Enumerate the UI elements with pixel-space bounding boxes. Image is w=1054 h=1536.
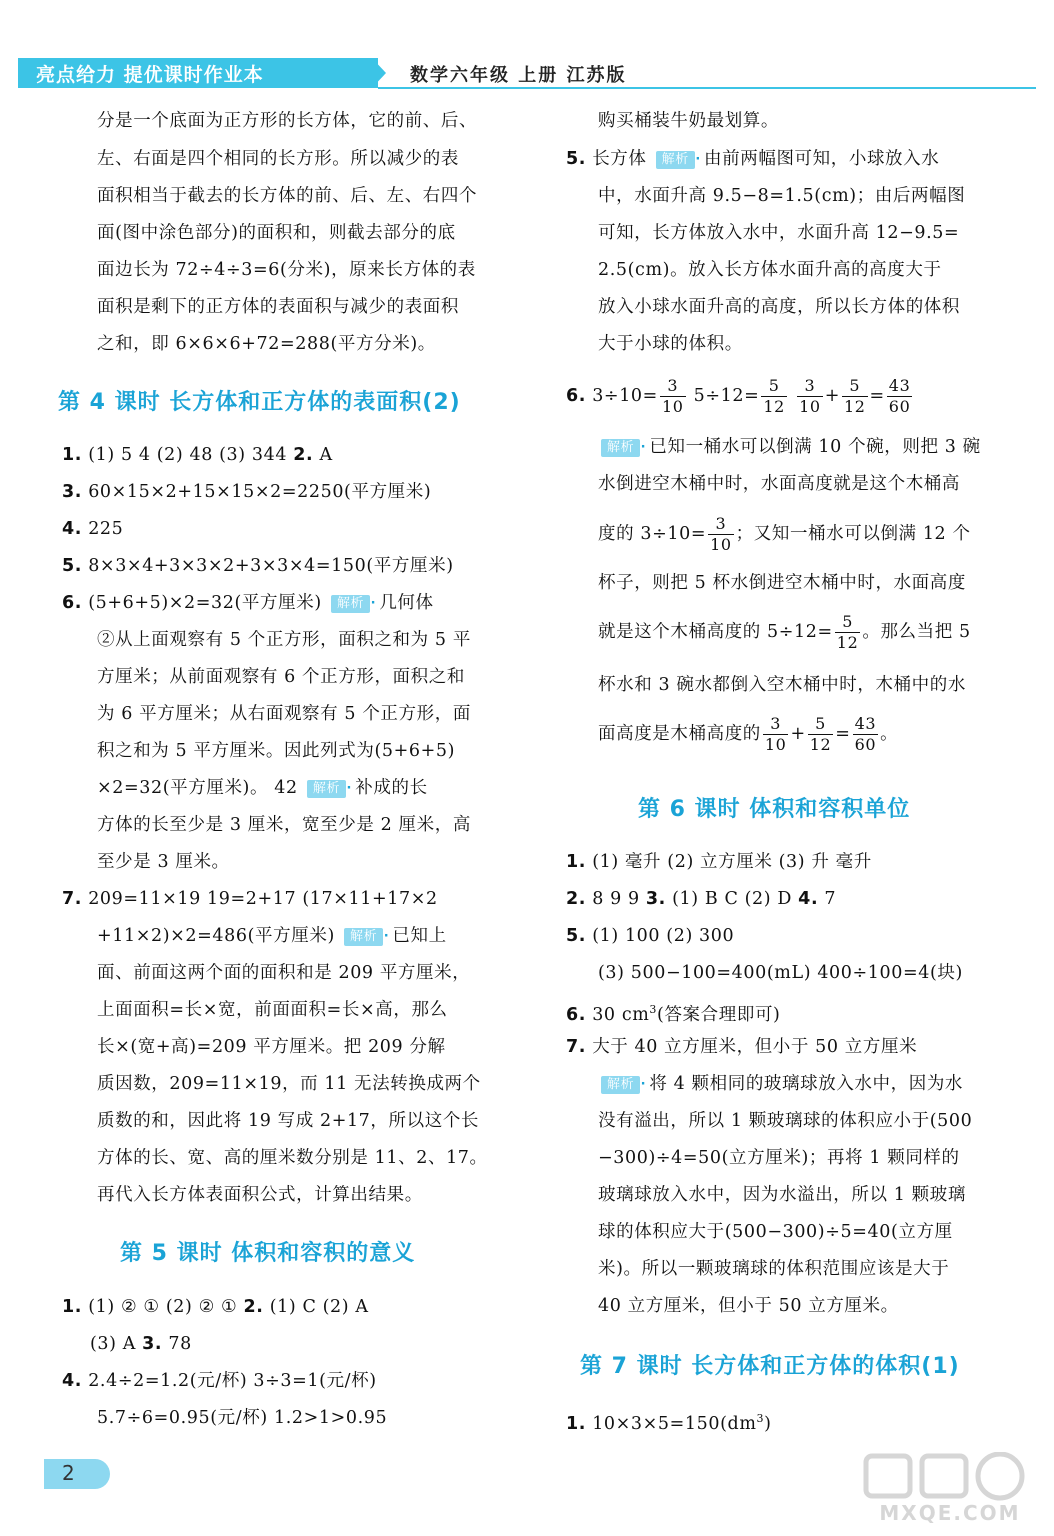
text-line: 面、前面这两个面的面积和是 209 平方厘米， (97, 963, 471, 983)
text-line: 解析 · 将 4 颗相同的玻璃球放入水中，因为水 (598, 1071, 963, 1097)
answer-line: 5. 长方体 解析 · 由前两幅图可知，小球放入水 (566, 146, 939, 172)
text-line: 40 立方厘米，但小于 50 立方厘米。 (598, 1296, 899, 1316)
svg-text:MXQE.COM: MXQE.COM (879, 1501, 1021, 1525)
book-title: 亮点给力 提优课时作业本 (36, 64, 264, 86)
text-line: 方体的长至少是 3 厘米，宽至少是 2 厘米，高 (97, 815, 471, 835)
text-line: 面积相当于截去的长方体的前、后、左、右四个 (97, 186, 478, 206)
answer-line: 5. 8×3×4+3×3×2+3×3×4=150(平方厘米) (62, 556, 454, 576)
answer-line: 6. 3÷10= $\frac{3}{10}$ 5÷12= $\frac{5}{12}$ $\frac{3}{10}$ + $\frac{5}{12}$ = $\frac{43}{60}$ (566, 376, 911, 416)
text-line: 米)。所以一颗玻璃球的体积范围应该是大于 (598, 1259, 950, 1279)
answer-line: 4. 2.4÷2=1.2(元/杯) 3÷3=1(元/杯) (62, 1371, 377, 1391)
fraction: $\frac{3}{10}$ (661, 376, 684, 416)
text-line: 解析 · 已知一桶水可以倒满 10 个碗，则把 3 碗 (598, 434, 981, 460)
answer-line: 1. (1) ② ① (2) ② ① 2. (1) C (2) A (62, 1297, 369, 1317)
analysis-tag: 解析 · (344, 928, 383, 946)
text-line: +11×2)×2=486(平方厘米) 解析 · 已知上 (97, 923, 447, 949)
text-line: 之和，即 6×6×6+72=288(平方分米)。 (97, 334, 436, 354)
page-header (18, 58, 1036, 88)
text-line: 度的 3÷10= $\frac{3}{10}$ ；又知一桶水可以倒满 12 个 (598, 514, 971, 554)
answer-line: 1. (1) 5 4 (2) 48 (3) 344 2. A (62, 445, 333, 465)
analysis-tag: 解析 · (307, 780, 346, 798)
text-line: 分是一个底面为正方形的长方体，它的前、后、 (97, 111, 478, 131)
text-line: (3) 500−100=400(mL) 400÷100=4(块) (598, 963, 963, 983)
fraction: $\frac{5}{12}$ (763, 376, 785, 416)
analysis-tag: 解析 · (656, 151, 695, 169)
fraction: $\frac{5}{12}$ (836, 612, 859, 652)
fraction: $\frac{3}{10}$ (764, 714, 787, 754)
text-line: 面高度是木桶高度的 $\frac{3}{10}$ + $\frac{5}{12}$ = $\frac{43}{60}$ 。 (598, 714, 899, 754)
text-line: 2.5(cm)。放入长方体水面升高的高度大于 (598, 260, 942, 280)
text-line: 就是这个木桶高度的 5÷12= $\frac{5}{12}$ 。那么当把 5 (598, 612, 971, 652)
text-line: 放入小球水面升高的高度，所以长方体的体积 (598, 297, 960, 317)
answer-line: 3. 60×15×2+15×15×2=2250(平方厘米) (62, 482, 432, 502)
text-line: 面边长为 72÷4÷3=6(分米)，原来长方体的表 (97, 260, 476, 280)
answer-line: 7. 大于 40 立方厘米，但小于 50 立方厘米 (566, 1037, 918, 1057)
page-number-badge (44, 1459, 110, 1489)
answer-line: 6. (5+6+5)×2=32(平方厘米) 解析 · 几何体 (62, 590, 434, 616)
lesson-heading-6: 第 6 课时 体积和容积单位 (638, 797, 911, 822)
fraction: $\frac{43}{60}$ (888, 376, 911, 416)
text-line: 左、右面是四个相同的长方形。所以减少的表 (97, 149, 459, 169)
text-line: 方厘米；从前面观察有 6 个正方形，面积之和 (97, 667, 465, 687)
text-line: 质数的和，因此将 19 写成 2+17，所以这个长 (97, 1111, 480, 1131)
text-line: 积之和为 5 平方厘米。因此列式为(5+6+5) (97, 741, 456, 761)
text-line: 杯子，则把 5 杯水倒进空木桶中时，水面高度 (598, 573, 966, 593)
header-rule (378, 87, 1036, 89)
answer-line: 6. 30 $cm^3$(答案合理即可) (566, 1003, 781, 1025)
text-line: 中，水面升高 9.5−8=1.5(cm)；由后两幅图 (598, 186, 966, 206)
text-line: 为 6 平方厘米；从右面观察有 5 个正方形，面 (97, 704, 471, 724)
answer-line: 1. $10\times 3\times 5=150(dm^3)$ (566, 1412, 772, 1434)
text-line: 面积是剩下的正方体的表面积与减少的表面积 (97, 297, 459, 317)
watermark-logo (858, 1452, 1038, 1526)
book-subject: 数学六年级 上册 江苏版 (410, 65, 627, 86)
text-line: 玻璃球放入水中，因为水溢出，所以 1 颗玻璃 (598, 1185, 966, 1205)
fraction: $\frac{3}{10}$ (710, 514, 732, 554)
text-line: 至少是 3 厘米。 (97, 852, 230, 872)
text-line: 大于小球的体积。 (598, 334, 743, 354)
answer-line: (3) A 3. 78 (90, 1334, 192, 1354)
text-line: ×2=32(平方厘米)。 42 解析 · 补成的长 (97, 775, 428, 801)
fraction: $\frac{5}{12}$ (809, 714, 832, 754)
lesson-heading-5: 第 5 课时 体积和容积的意义 (120, 1241, 416, 1266)
fraction: $\frac{5}{12}$ (843, 376, 866, 416)
fraction: $\frac{3}{10}$ (799, 376, 821, 416)
answer-line: 2. 8 9 9 3. (1) B C (2) D 4. 7 (566, 889, 837, 909)
lesson-heading-4: 第 4 课时 长方体和正方体的表面积(2) (58, 390, 461, 415)
text-line: 再代入长方体表面积公式，计算出结果。 (97, 1185, 423, 1205)
fraction: $\frac{43}{60}$ (854, 714, 877, 754)
analysis-tag: 解析 · (601, 1076, 640, 1094)
text-line: 长×(宽+高)=209 平方厘米。把 209 分解 (97, 1037, 446, 1057)
page-number: 2 (62, 1461, 75, 1485)
text-line: 质因数，209=11×19，而 11 无法转换成两个 (97, 1074, 481, 1094)
text-line: 可知，长方体放入水中，水面升高 12−9.5= (598, 223, 960, 243)
text-line: 球的体积应大于(500−300)÷5=40(立方厘 (598, 1222, 953, 1242)
text-line: 杯水和 3 碗水都倒入空木桶中时，木桶中的水 (598, 675, 966, 695)
text-line: 方体的长、宽、高的厘米数分别是 11、2、17。 (97, 1148, 488, 1168)
answer-line: 1. (1) 毫升 (2) 立方厘米 (3) 升 毫升 (566, 852, 872, 872)
text-line: 上面面积=长×宽，前面面积=长×高，那么 (97, 1000, 448, 1020)
text-line: ②从上面观察有 5 个正方形，面积之和为 5 平 (97, 630, 471, 650)
answer-line: 4. 225 (62, 519, 124, 539)
lesson-heading-7: 第 7 课时 长方体和正方体的体积(1) (580, 1354, 960, 1379)
text-line: −300)÷4=50(立方厘米)；再将 1 颗同样的 (598, 1148, 960, 1168)
text-line: 购买桶装牛奶最划算。 (598, 111, 779, 131)
answer-line: 5. (1) 100 (2) 300 (566, 926, 735, 946)
answer-line: 7. 209=11×19 19=2+17 (17×11+17×2 (62, 889, 438, 909)
text-line: 面(图中涂色部分)的面积和，则截去部分的底 (97, 223, 456, 243)
text-line: 水倒进空木桶中时，水面高度就是这个木桶高 (598, 474, 960, 494)
text-line: 5.7÷6=0.95(元/杯) 1.2>1>0.95 (97, 1408, 388, 1428)
header-band-arrow (372, 58, 386, 88)
analysis-tag: 解析 · (601, 439, 640, 457)
analysis-tag: 解析 · (331, 595, 370, 613)
text-line: 没有溢出，所以 1 颗玻璃球的体积应小于(500 (598, 1111, 973, 1131)
